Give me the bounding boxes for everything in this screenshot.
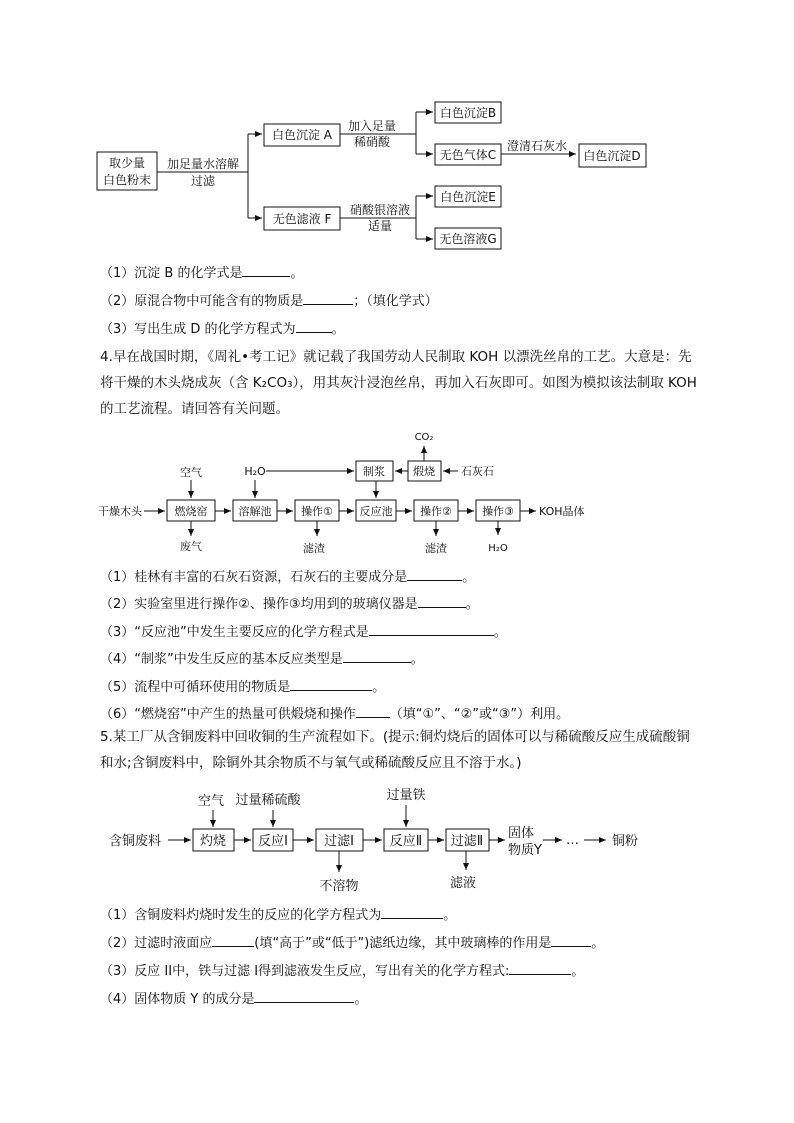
op2-label: 操作② <box>420 505 452 518</box>
reactor-label: 反应池 <box>359 505 393 518</box>
answer-blank[interactable] <box>381 904 443 919</box>
q5-item-4: （4）固体物质 Y 的成分是 。 <box>100 988 368 1009</box>
reaction1-label: 反应Ⅰ <box>258 834 288 849</box>
q3-item-2 <box>100 290 438 311</box>
step-f-label-1: 硝酸银溶液 <box>349 203 411 217</box>
burn-label: 灼烧 <box>199 834 227 849</box>
input-copper-waste: 含铜废料 <box>109 834 162 849</box>
filtrate-label: 滤液 <box>449 876 477 891</box>
answer-blank[interactable] <box>290 676 372 691</box>
q4-item-6-text: （6）“燃烧窑”中产生的热量可供煅烧和操作 <box>100 707 356 722</box>
box-c-label: 无色气体C <box>439 148 497 162</box>
start-box-line1: 取少量 <box>108 156 146 170</box>
op1-label: 操作① <box>301 505 333 518</box>
residue1-label: 滤渣 <box>303 542 325 555</box>
q4-item-2: （2）实验室里进行操作②、操作③均用到的玻璃仪器是 。 <box>100 593 479 614</box>
box-b-label: 白色沉淀B <box>439 106 497 120</box>
step-c-label: 澄清石灰水 <box>506 139 568 153</box>
box-g-label: 无色溶液G <box>439 232 497 246</box>
answer-blank[interactable] <box>509 960 571 975</box>
op3-label: 操作③ <box>482 505 514 518</box>
q3-item-3: （3）写出生成 D 的化学方程式为 。 <box>100 318 345 339</box>
answer-blank[interactable] <box>254 988 354 1003</box>
answer-blank[interactable] <box>296 318 332 333</box>
ellipsis: … <box>566 833 579 848</box>
solid-y-label-1: 固体 <box>508 826 535 841</box>
box-e-label: 白色沉淀E <box>440 190 496 204</box>
input-wood: 干燥木头 <box>98 505 142 518</box>
q5-item-2: （2）过滤时液面应 (填“高于”或“低于”)滤纸边缘，其中玻璃棒的作用是 。 <box>100 932 604 953</box>
q3-item-3-text: （3）写出生成 D 的化学方程式为 <box>100 322 296 337</box>
answer-blank[interactable] <box>242 262 290 277</box>
answer-blank[interactable] <box>356 703 390 718</box>
iron-label: 过量铁 <box>386 788 426 803</box>
q5-item-3: （3）反应 II中，铁与过滤 I得到滤液发生反应，写出有关的化学方程式: 。 <box>100 960 584 981</box>
flowchart-powder <box>97 102 646 249</box>
step-a-label-2: 稀硝酸 <box>353 135 391 149</box>
solid-y-label-2: 物质Y <box>508 843 542 858</box>
step-f-label-2: 适量 <box>367 219 393 233</box>
reaction2-label: 反应Ⅱ <box>389 834 423 849</box>
q4-item-6 <box>100 703 569 724</box>
q5-item-1-text: （1）含铜废料灼烧时发生的反应的化学方程式为 <box>100 908 382 923</box>
filter1-label: 过滤Ⅰ <box>324 834 354 849</box>
answer-blank[interactable] <box>212 932 254 947</box>
q4-item-5-text: （5）流程中可循环使用的物质是 <box>100 680 291 695</box>
calcine-label: 煅烧 <box>413 465 435 478</box>
q5-item-1: （1）含铜废料灼烧时发生的反应的化学方程式为 。 <box>100 904 456 925</box>
q4-item-5: （5）流程中可循环使用的物质是 。 <box>100 676 385 697</box>
q3-item-1: （1）沉淀 B 的化学式是 。 <box>100 262 303 283</box>
q4-intro: 4.早在战国时期，《周礼•考工记》就记载了我国劳动人民制取 KOH 以漂洗丝帛的工艺。大意是：先将干燥的木头烧成灰（含 K₂CO₃），用其灰汁浸泡丝帛，再加入石灰即可。如图为模拟该法制取 KOH 的工艺流程。请回答有关问题。 <box>100 349 697 417</box>
slurry-label: 制浆 <box>363 465 385 478</box>
step1-label-2: 过滤 <box>190 174 216 188</box>
residue2-label: 滤渣 <box>425 542 447 555</box>
insoluble-label: 不溶物 <box>319 879 359 894</box>
q4-item-2-text: （2）实验室里进行操作②、操作③均用到的玻璃仪器是 <box>100 597 418 612</box>
answer-blank[interactable] <box>369 621 494 636</box>
dissolve-label: 溶解池 <box>238 505 272 518</box>
water-in-label: H₂O <box>244 465 266 478</box>
answer-blank[interactable] <box>551 932 591 947</box>
copper-label: 铜粉 <box>612 834 639 849</box>
box-d-label: 白色沉淀D <box>583 149 641 163</box>
step-a-label-1: 加入足量 <box>347 119 397 133</box>
q4-item-1: （1）桂林有丰富的石灰石资源，石灰石的主要成分是 。 <box>100 566 475 587</box>
step1-label-1: 加足量水溶解 <box>166 157 240 171</box>
limestone-label: 石灰石 <box>461 465 494 478</box>
air-label: 空气 <box>180 466 202 479</box>
q4-item-3-text: （3）“反应池”中发生主要反应的化学方程式是 <box>100 625 369 640</box>
filter2-label: 过滤Ⅱ <box>450 834 484 849</box>
q4-item-4: （4）“制浆”中发生反应的基本反应类型是 。 <box>100 648 424 669</box>
q4-item-4-text: （4）“制浆”中发生反应的基本反应类型是 <box>100 652 343 667</box>
box-f-label: 无色滤液 F <box>272 212 332 226</box>
q5-item-2-text: （2）过滤时液面应 <box>100 936 213 951</box>
q5-intro: 5.某工厂从含铜废料中回收铜的生产流程如下。(提示:铜灼烧后的固体可以与稀硫酸反应生成硫酸铜和水;含铜废料中，除铜外其余物质不与氧气或稀硫酸反应且不溶于水。) <box>100 729 690 771</box>
answer-blank[interactable] <box>407 566 462 581</box>
q5-item-2-mid: (填“高于”或“低于”)滤纸边缘，其中玻璃棒的作用是 <box>254 936 552 951</box>
acid-label: 过量稀硫酸 <box>235 793 301 808</box>
product-label: KOH晶体 <box>539 505 585 518</box>
q4-item-6-tail: （填“①”、“②”或“③”）利用。 <box>389 707 570 722</box>
answer-blank[interactable] <box>418 593 466 608</box>
air-label: 空气 <box>197 794 225 809</box>
flowchart-koh <box>98 432 585 555</box>
q4-item-1-text: （1）桂林有丰富的石灰石资源，石灰石的主要成分是 <box>100 570 408 585</box>
flowchart-copper <box>109 787 638 894</box>
q3-item-2-text: （2）原混合物中可能含有的物质是 <box>100 294 304 309</box>
water-out-label: H₂O <box>488 543 508 554</box>
q5-item-3-text: （3）反应 II中，铁与过滤 I得到滤液发生反应，写出有关的化学方程式: <box>100 964 510 979</box>
q5-item-4-text: （4）固体物质 Y 的成分是 <box>100 992 255 1007</box>
q3-hint: ；（填化学式） <box>353 294 438 309</box>
kiln-label: 燃烧窑 <box>174 505 208 518</box>
co2-label: CO₂ <box>414 432 434 443</box>
answer-blank[interactable] <box>303 290 353 305</box>
waste-gas-label: 废气 <box>180 540 202 553</box>
answer-blank[interactable] <box>343 648 411 663</box>
box-a-label: 白色沉淀 A <box>271 128 333 142</box>
q4-item-3: （3）“反应池”中发生主要反应的化学方程式是 。 <box>100 621 507 642</box>
q3-item-1-text: （1）沉淀 B 的化学式是 <box>100 266 243 281</box>
start-box-line2: 白色粉末 <box>102 173 152 187</box>
